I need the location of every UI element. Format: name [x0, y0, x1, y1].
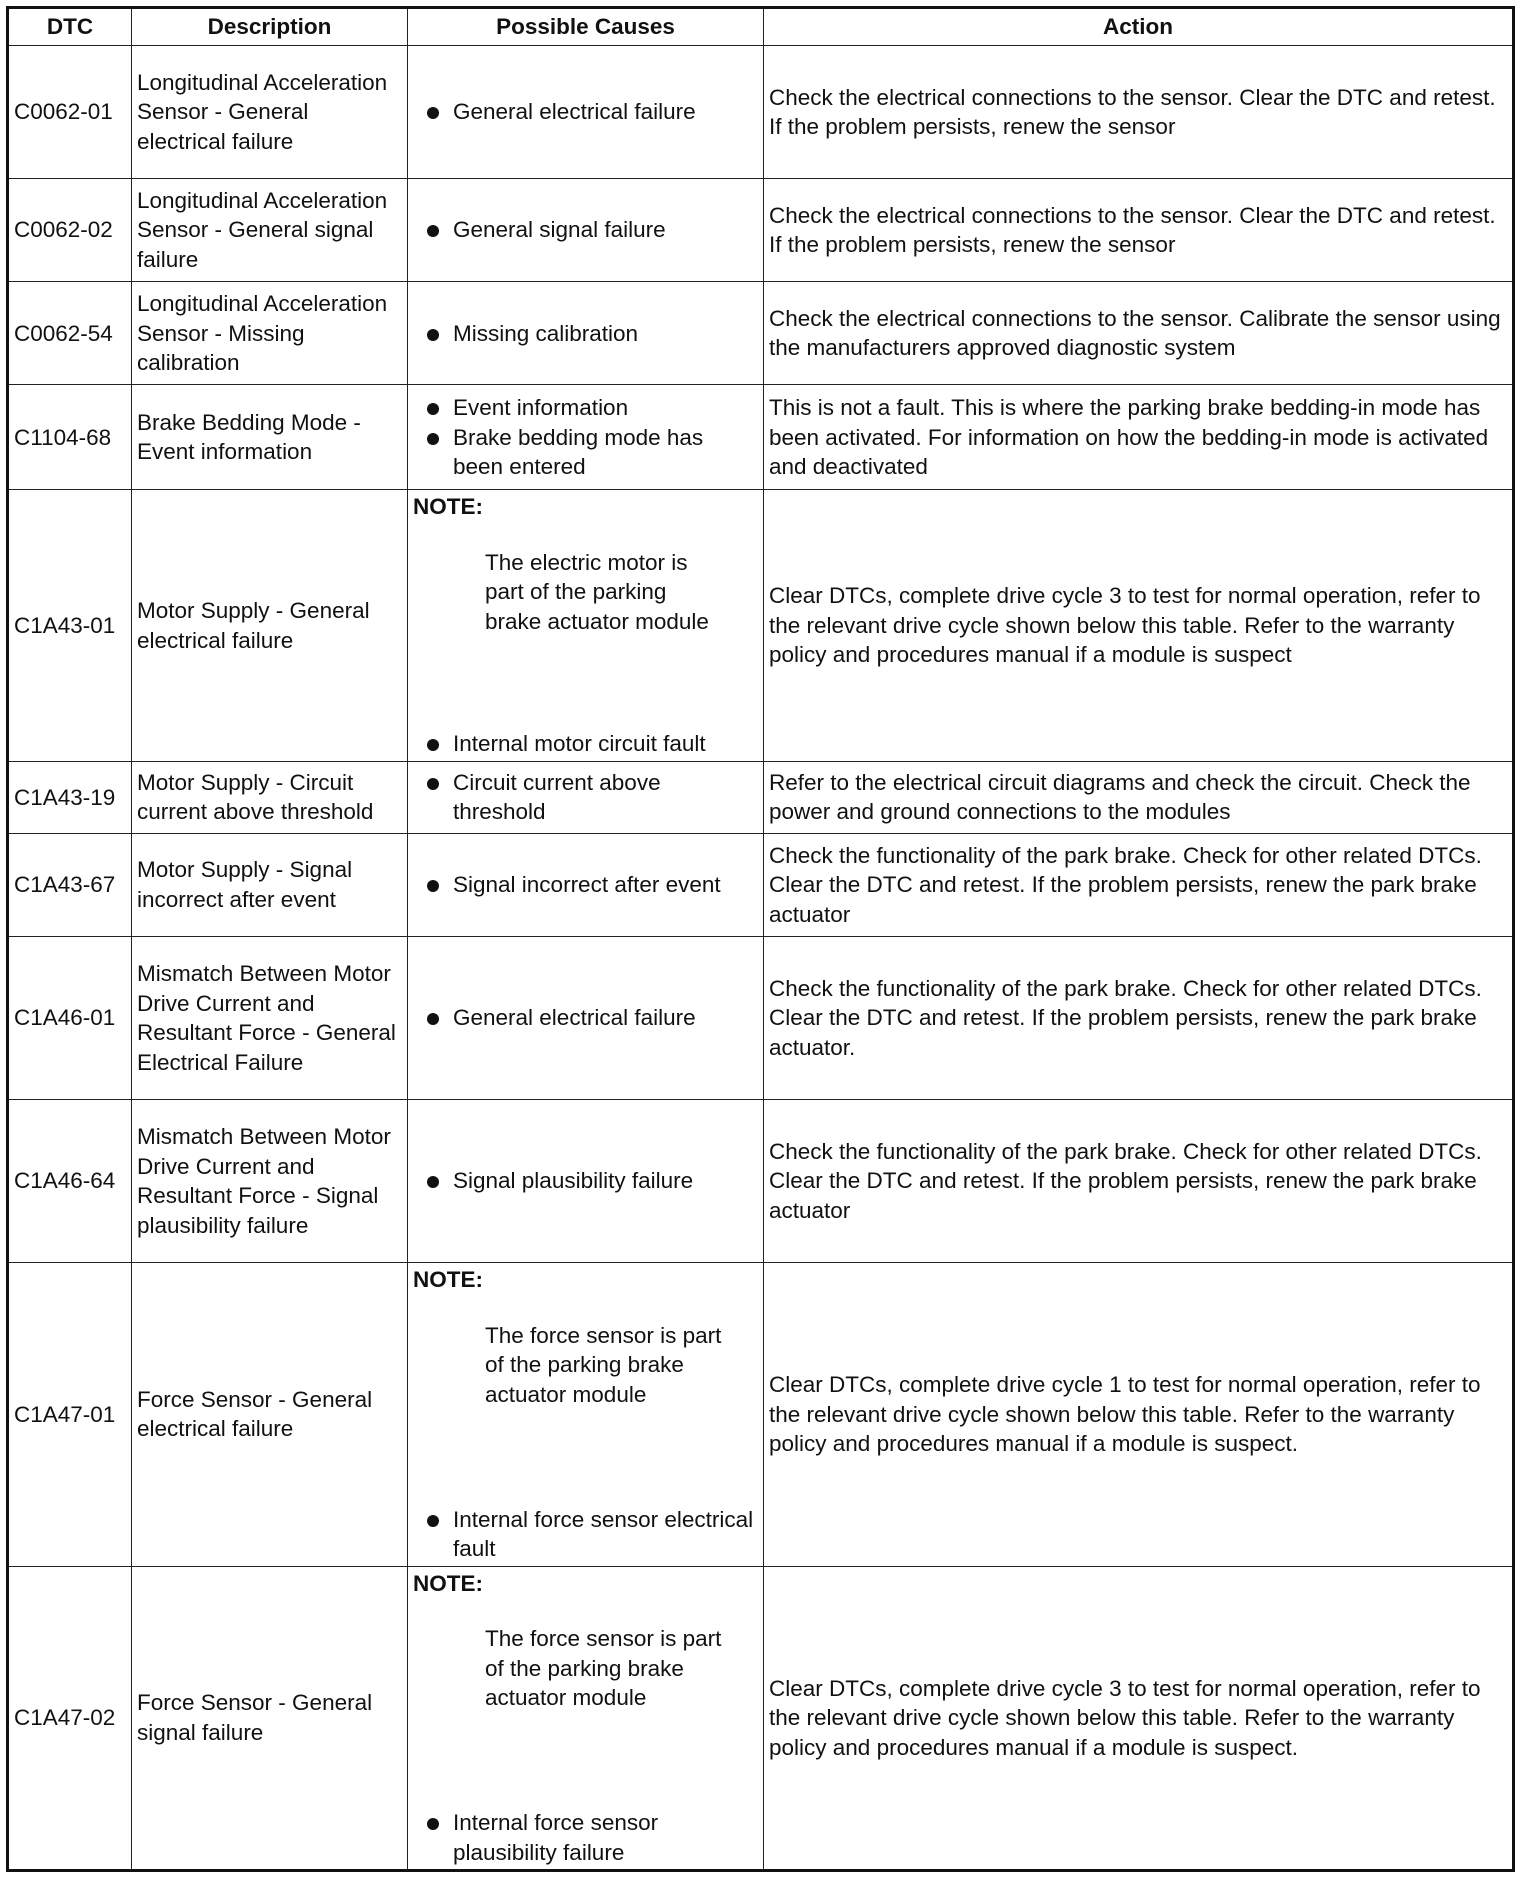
- dtc-code: C1A43-01: [8, 490, 132, 761]
- cause-text: Brake bedding mode has been entered: [453, 424, 704, 480]
- dtc-action: Clear DTCs, complete drive cycle 1 to test for normal operation, refer to the relevant drive cycle shown below this table. Refer to the warranty policy and procedures manual if a module is suspect.: [764, 1263, 1514, 1566]
- dtc-code: C1A43-67: [8, 833, 132, 936]
- cause-text: Event information: [453, 395, 629, 421]
- dtc-action: Check the functionality of the park brake. Check for other related DTCs. Clear the DTC and retest. If the problem persists, renew the park brake actuator: [764, 833, 1514, 936]
- dtc-description: Motor Supply - Signal incorrect after event: [132, 833, 408, 936]
- note-text: The force sensor is part of the parking brake actuator module: [485, 1322, 722, 1407]
- dtc-description: Mismatch Between Motor Drive Current and Resultant Force - General Electrical Failure: [132, 936, 408, 1099]
- cause-text: Internal force sensor electrical fault: [453, 1506, 754, 1562]
- dtc-description: Motor Supply - General electrical failure: [132, 490, 408, 761]
- dtc-action: Check the functionality of the park brake. Check for other related DTCs. Clear the DTC and retest. If the problem persists, renew the park brake actuator: [764, 1100, 1514, 1263]
- possible-causes: [408, 282, 764, 385]
- table-row: [8, 385, 1514, 490]
- bullet-icon: [427, 107, 439, 119]
- header-description: Description: [132, 8, 408, 46]
- causes-list: [413, 97, 758, 127]
- bullet-icon: [427, 403, 439, 415]
- dtc-code: C0062-54: [8, 282, 132, 385]
- dtc-code: C1A47-02: [8, 1566, 132, 1870]
- cause-item: [413, 729, 758, 759]
- causes-list: [413, 768, 758, 827]
- cause-text: General electrical failure: [453, 1005, 696, 1031]
- bullet-icon: [427, 1176, 439, 1188]
- cause-text: General electrical failure: [453, 99, 696, 125]
- dtc-code: C0062-01: [8, 46, 132, 179]
- dtc-action: Check the functionality of the park brake. Check for other related DTCs. Clear the DTC and retest. If the problem persists, renew the park brake actuator.: [764, 936, 1514, 1099]
- causes-list: [413, 215, 758, 245]
- note-text: The electric motor is part of the parking brake actuator module: [485, 549, 709, 634]
- possible-causes: [408, 936, 764, 1099]
- bullet-icon: [427, 739, 439, 751]
- bullet-icon: [427, 1013, 439, 1025]
- cause-item: [413, 870, 758, 900]
- header-action: Action: [764, 8, 1514, 46]
- table-row: [8, 179, 1514, 282]
- note-text: The force sensor is part of the parking brake actuator module: [485, 1626, 722, 1711]
- cause-item: [413, 1166, 758, 1196]
- table-row: [8, 1566, 1514, 1870]
- cause-text: Internal motor circuit fault: [453, 731, 706, 757]
- note-block: [413, 1265, 758, 1563]
- note-content: [413, 1569, 758, 1713]
- possible-causes: [408, 761, 764, 833]
- cause-text: Internal force sensor plausibility failure: [453, 1810, 659, 1865]
- dtc-action: Check the electrical connections to the sensor. Clear the DTC and retest. If the problem persists, renew the sensor: [764, 46, 1514, 179]
- table-row: [8, 46, 1514, 179]
- possible-causes: [408, 1100, 764, 1263]
- cause-text: General signal failure: [453, 217, 666, 243]
- dtc-code: C1A46-01: [8, 936, 132, 1099]
- dtc-action: Check the electrical connections to the sensor. Calibrate the sensor using the manufacturers approved diagnostic system: [764, 282, 1514, 385]
- causes-list: [413, 1003, 758, 1033]
- dtc-table: [6, 6, 1515, 1872]
- dtc-action: Clear DTCs, complete drive cycle 3 to test for normal operation, refer to the relevant drive cycle shown below this table. Refer to the warranty policy and procedures manual if a module is suspect: [764, 490, 1514, 761]
- note-label: NOTE:: [413, 1570, 483, 1596]
- causes-list: [413, 319, 758, 349]
- cause-text: Missing calibration: [453, 320, 639, 346]
- cause-text: Circuit current above threshold: [453, 769, 661, 825]
- note-content: [413, 492, 758, 636]
- cause-text: Signal plausibility failure: [453, 1168, 694, 1194]
- causes-list: [413, 1166, 758, 1196]
- possible-causes: [408, 490, 764, 761]
- table-row: [8, 490, 1514, 761]
- note-label: NOTE:: [413, 494, 483, 520]
- note-block: [413, 492, 758, 758]
- dtc-code: C1104-68: [8, 385, 132, 490]
- table-row: [8, 761, 1514, 833]
- table-row: [8, 1100, 1514, 1263]
- table-row: [8, 282, 1514, 385]
- table-header: [8, 8, 1514, 46]
- dtc-description: Longitudinal Acceleration Sensor - General signal failure: [132, 179, 408, 282]
- note-block: [413, 1569, 758, 1867]
- cause-item: [413, 393, 758, 423]
- dtc-code: C1A46-64: [8, 1100, 132, 1263]
- dtc-code: C1A47-01: [8, 1263, 132, 1566]
- possible-causes: [408, 385, 764, 490]
- bullet-icon: [427, 1515, 439, 1527]
- bullet-icon: [427, 225, 439, 237]
- bullet-icon: [427, 778, 439, 790]
- cause-item: [413, 423, 758, 482]
- bullet-icon: [427, 880, 439, 892]
- dtc-description: Mismatch Between Motor Drive Current and Resultant Force - Signal plausibility failure: [132, 1100, 408, 1263]
- causes-list: [413, 393, 758, 482]
- causes-list: [413, 1808, 758, 1867]
- dtc-description: Brake Bedding Mode - Event information: [132, 385, 408, 490]
- dtc-code: C1A43-19: [8, 761, 132, 833]
- dtc-description: Motor Supply - Circuit current above threshold: [132, 761, 408, 833]
- bullet-icon: [427, 1818, 439, 1830]
- dtc-code: C0062-02: [8, 179, 132, 282]
- table-row: [8, 936, 1514, 1099]
- dtc-document-page: [6, 6, 1512, 1872]
- dtc-description: Longitudinal Acceleration Sensor - Missing calibration: [132, 282, 408, 385]
- causes-list: [413, 1505, 758, 1564]
- header-row: [8, 8, 1514, 46]
- dtc-action: Check the electrical connections to the sensor. Clear the DTC and retest. If the problem persists, renew the sensor: [764, 179, 1514, 282]
- cause-item: [413, 1808, 758, 1867]
- dtc-action: This is not a fault. This is where the parking brake bedding-in mode has been activated. For information on how the bedding-in mode is activated and deactivated: [764, 385, 1514, 490]
- possible-causes: [408, 46, 764, 179]
- dtc-description: Longitudinal Acceleration Sensor - General electrical failure: [132, 46, 408, 179]
- possible-causes: [408, 833, 764, 936]
- causes-list: [413, 870, 758, 900]
- header-dtc: DTC: [8, 8, 132, 46]
- cause-item: [413, 1505, 758, 1564]
- table-body: [8, 46, 1514, 1871]
- cause-text: Signal incorrect after event: [453, 872, 721, 898]
- cause-item: [413, 768, 758, 827]
- bullet-icon: [427, 433, 439, 445]
- note-content: [413, 1265, 758, 1409]
- cause-item: [413, 319, 758, 349]
- dtc-description: Force Sensor - General electrical failure: [132, 1263, 408, 1566]
- dtc-action: Clear DTCs, complete drive cycle 3 to test for normal operation, refer to the relevant drive cycle shown below this table. Refer to the warranty policy and procedures manual if a module is suspect.: [764, 1566, 1514, 1870]
- table-row: [8, 833, 1514, 936]
- header-possible-causes: Possible Causes: [408, 8, 764, 46]
- dtc-description: Force Sensor - General signal failure: [132, 1566, 408, 1870]
- cause-item: [413, 97, 758, 127]
- possible-causes: [408, 179, 764, 282]
- dtc-action: Refer to the electrical circuit diagrams and check the circuit. Check the power and ground connections to the modules: [764, 761, 1514, 833]
- possible-causes: [408, 1263, 764, 1566]
- bullet-icon: [427, 329, 439, 341]
- causes-list: [413, 729, 758, 759]
- cause-item: [413, 215, 758, 245]
- possible-causes: [408, 1566, 764, 1870]
- note-label: NOTE:: [413, 1267, 483, 1293]
- cause-item: [413, 1003, 758, 1033]
- table-row: [8, 1263, 1514, 1566]
